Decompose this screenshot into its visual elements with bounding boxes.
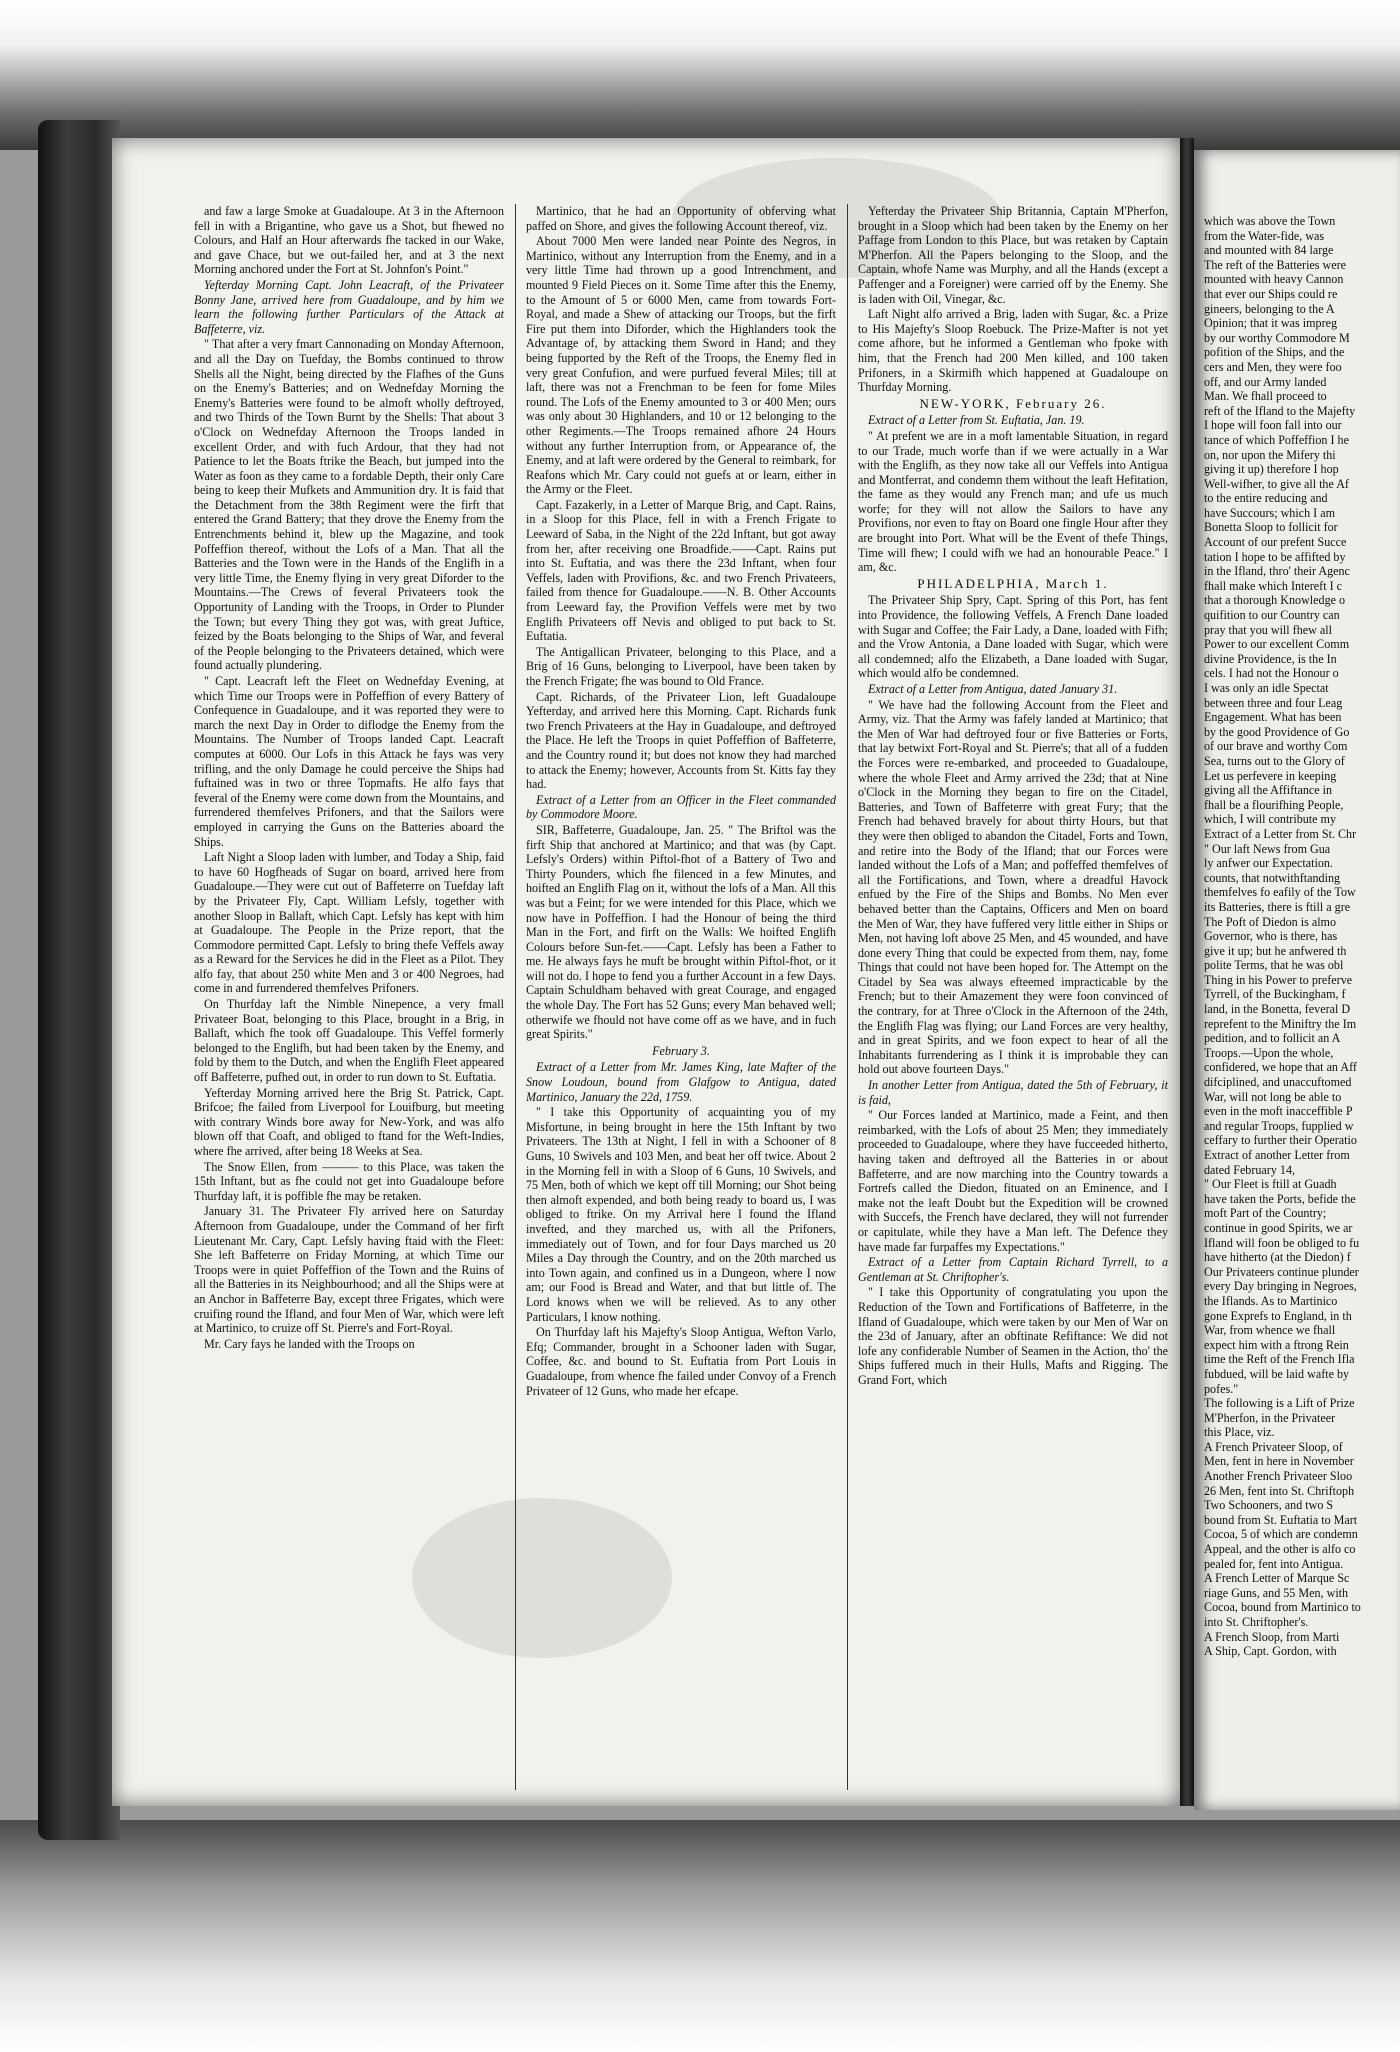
facing-page-line: difciplined, and unaccuftomed	[1204, 1075, 1352, 1090]
article-paragraph: " At prefent we are in a moft lamentable Situation, in regard to our Trade, much worfe than if we were actually in a War with the Englifh, as they now take all our Veffels into Antigua and Montferrat, and condemn them without the leaft Hefitation, the fame as they would any French man; and ufe us much worfe; for they will not allow the Sailors to have any Provifions, nor even to ftay on Board one fingle Hour after they are brought into Port. What will be the Event of thefe Things, Time will fhew; I could wifh we had an honourable Peace." I am, &c.	[858, 428, 1168, 575]
facing-page-line: 26 Men, fent into St. Chriftoph	[1204, 1483, 1355, 1498]
facing-page-line: even in the moft inacceffible P	[1204, 1104, 1353, 1119]
facing-page-line: riage Guns, and 55 Men, with	[1204, 1585, 1349, 1600]
facing-page-line: Another French Privateer Sloo	[1204, 1469, 1353, 1484]
facing-page-line: " Our Fleet is ftill at Guadh	[1204, 1177, 1337, 1192]
scan-bottom-edge	[0, 1820, 1400, 2052]
italic-paragraph: February 3.	[652, 1043, 710, 1058]
facing-page-line: Bonetta Sloop to follicit for	[1204, 520, 1338, 535]
facing-page-line: dated February 14,	[1204, 1162, 1296, 1177]
facing-page-line: tation I hope to be affifted by	[1204, 549, 1346, 564]
column-rule	[847, 204, 848, 1790]
facing-page-line: expect him with a ftrong Rein	[1204, 1337, 1349, 1352]
facing-page-line: and regular Troops, fupplied w	[1204, 1118, 1354, 1133]
facing-page-line: cers and Men, they were foo	[1204, 359, 1342, 374]
facing-page-line: A Ship, Capt. Gordon, with	[1204, 1644, 1337, 1659]
facing-page-line: the Iflands. As to Martinico	[1204, 1293, 1338, 1308]
article-paragraph: The Snow Ellen, from ——— to this Place, was taken the 15th Inftant, but as fhe could not get into Guadaloupe before Thurfday laft, it is poffible fhe may be retaken.	[194, 1159, 504, 1203]
italic-paragraph: Yefterday Morning Capt. John Leacraft, of the Privateer Bonny Jane, arrived here from Guadaloupe, and by him we learn the following further Particulars of the Attack at Baffeterre, viz.	[194, 277, 504, 336]
facing-page-line: give it up; but he anfwered th	[1204, 943, 1347, 958]
facing-page-line: Opinion; that it was impreg	[1204, 316, 1338, 331]
facing-page-line: themfelves fo eafily of the Tow	[1204, 885, 1356, 900]
facing-page-line: to the entire reducing and	[1204, 491, 1328, 506]
facing-page-line: quifition to our Country can	[1204, 608, 1340, 623]
facing-page-line: Our Privateers continue plunder	[1204, 1264, 1359, 1279]
article-paragraph: Yefterday Morning arrived here the Brig St. Patrick, Capt. Brifcoe; fhe failed from Liverpool for Louifburg, but meeting with contrary Winds bore away for New-York, and was alfo blown off that Coaft, and obliged to ftand for the Weft-Indies, where fhe arrived, after being 18 Weeks at Sea.	[194, 1085, 504, 1158]
article-paragraph: SIR, Baffeterre, Guadaloupe, Jan. 25. " The Briftol was the firft Ship that anchored at Martinico; and that was (by Capt. Lefsly's Orders) within Piftol-fhot of a Battery of Two and Thirty Pounders, which fhe filenced in a few Minutes, and hoifted an Englifh Flag on it, without the lofs of a Man. All this was but a Feint; for we were intended for this Place, which we now have in Poffeffion. I had the Honour of being the third Man in the Fort, and firft on the Walls: We hoifted Englifh Colours before Sun-fet.——Capt. Lefsly has been a Father to me. He always fays he muft be brought within Piftol-fhot, or it will not do. I hope to fend you a further Account in a few Days. Captain Schuldham behaved with great Courage, and engaged the whole Day. The Fort has 52 Guns; every Man behaved well; otherwife we fhould not have come off as we have, and in fuch great Spirits."	[526, 822, 836, 1042]
facing-page-line: Power to our excellent Comm	[1204, 637, 1350, 652]
facing-page-line: fhall be a flourifhing People,	[1204, 797, 1344, 812]
facing-page-line: Extract of a Letter from St. Chr	[1204, 826, 1357, 841]
article-paragraph: " We have had the following Account from the Fleet and Army, viz. That the Army was fafely landed at Martinico; that the Men of War had deftroyed four or five Batteries or Forts, that lay betwixt Fort-Royal and St. Pierre's; that all of a fudden the Forces were re-embarked, and proceeded to Guadaloupe, where the whole Fleet and Army arrived the 23d; that at Nine o'Clock in the Morning they began to fire on the Citadel, Batteries, and Town of Baffeterre with great Fury; that the French had behaved bravely for about thirty Hours, but that they were then obliged to abandon the Citadel, Forts and Town, and retire into the Body of the Ifland; that our Forces were landed without the Lofs of a Man; and poffeffed themfelves of all the Fortifications, and Town, where a dreadful Havock enfued by the Fire of the Ships and Bombs. No Men ever behaved better than the Captains, Officers and Men on board the Men of War, they have fuffered very little either in Ships or Men, not having loft above 25 Men, and 45 wounded, and have done every Thing that could be expected from them, nay, fome Things that could not have been hoped for. The Attempt on the Citadel by Sea was always efteemed impracticable by the French; but to their Amazement they were foon convinced of the contrary, for at Three o'Clock in the Afternoon of the 24th, the Englifh Flag was flying; our Land Forces are very healthy, and in great Spirits, and we foon expect to hear of all the Inhabitants furrendering as I think it is improbable they can hold out above fourteen Days."	[858, 697, 1168, 1077]
article-paragraph: " Capt. Leacraft left the Fleet on Wednefday Evening, at which Time our Troops were in Poffeffion of every Battery of Confequence in Guadaloupe, and it was reported they were to march the next Day in Order to diflodge the Enemy from the Mountains. The Number of Troops landed Capt. Leacraft computes at 6000. Our Lofs in this Attack he fays was very trifling, and the only Damage he could perceive the Ships had fuftained was in two or three Topmafts. He alfo fays that feveral of the Enemy were come down from the Mountains, and furrendered themfelves Prifoners, and that the Sailors were employed in carrying the Guns on the Batteries aboard the Ships.	[194, 674, 504, 849]
facing-page-line: mounted with heavy Cannon	[1204, 272, 1344, 287]
facing-page-line: which was above the Town	[1204, 214, 1336, 228]
facing-page-line: by our worthy Commodore M	[1204, 330, 1350, 345]
article-paragraph: " That after a very fmart Cannonading on Monday Afternoon, and all the Day on Tuefday, the Bombs continued to throw Shells all the Night, being directed by the Flafhes of the Guns on the Enemy's Batteries; and on Wednefday Morning the Enemy's Batteries were found to be almoft wholly deftroyed, and two Thirds of the Town Burnt by the Shells: That about 3 o'Clock on Wednefday Afternoon the Troops landed in excellent Order, and with fuch Ardour, that they had not Patience to let the Boats ftrike the Beach, but jumped into the Water as foon as they came to a fordable Depth, their only Care being to keep their Mufkets and Ammunition dry. It is faid that the Detachment from the 38th Regiment were the firft that entered the Grand Battery; that they drove the Enemy from the Entrenchments behind it, blew up the Magazine, and took Poffeffion thereof, without the Lofs of a Man. That all the Batteries and the Town were in the Hands of the Englifh in a very little Time, the Enemy flying in very great Diforder to the Mountains.—The Crews of feveral Privateers took the Opportunity of Landing with the Troops, in Order to Plunder the Town; but every Thing they got was, with great Juftice, feized by the Boats belonging to the Ships of War, and feveral of the People belonging to the Privateers detained, which were found actually plundering.	[194, 337, 504, 673]
facing-page-line: Account of our prefent Succe	[1204, 535, 1347, 550]
italic-paragraph: Extract of a Letter from Antigua, dated January 31.	[868, 682, 1118, 696]
facing-page-line: have Succours; which I am	[1204, 505, 1335, 520]
facing-page-line: pealed for, fent into Antigua.	[1204, 1556, 1344, 1571]
facing-page-line: fubdued, will be laid wafte by	[1204, 1366, 1350, 1381]
article-paragraph: Laft Night a Sloop laden with lumber, and Today a Ship, faid to have 60 Hogfheads of Sugar on board, arrived here from Guadaloupe.—They were cut out of Baffeterre on Tuefday laft by the Privateer Fly, Capt. William Lefsly, together with another Sloop in Ballaft, which Capt. Lefsly has kept with him at Guadaloupe. The People in the Prize report, that the Commodore permitted Capt. Lefsly to bring thefe Veffels away as a Reward for the Services he did in the Fleet as a Pilot. They alfo fay, that about 250 white Men and 3 or 400 Negroes, had come in and furrendered themfelves Prifoners.	[194, 850, 504, 996]
article-paragraph: " I take this Opportunity of congratulating you upon the Reduction of the Town and Fortifications of Baffeterre, in the Ifland of Guadaloupe, which were taken by our Men of War on the 23d of January, after an obftinate Refiftance: We did not lofe any confiderable Number of Seamen in the Action, tho' the Ships fuffered much in their Hulls, Mafts and Rigging. The Grand Fort, which	[858, 1285, 1168, 1387]
facing-page-line: bound from St. Euftatia to Mart	[1204, 1512, 1358, 1527]
facing-page-line: pedition, and to follicit an A	[1204, 1031, 1341, 1046]
facing-page-line: divine Providence, is the In	[1204, 651, 1337, 666]
facing-page-line: continue in good Spirits, we ar	[1204, 1220, 1353, 1235]
facing-page-line: gineers, belonging to the A	[1204, 301, 1335, 316]
article-paragraph: Martinico, that he had an Opportunity of obferving what paffed on Shore, and gives the following Account thereof, viz.	[526, 204, 836, 233]
italic-paragraph: Extract of a Letter from St. Euftatia, Jan. 19.	[868, 413, 1085, 428]
facing-page-line: that ever our Ships could re	[1204, 286, 1338, 301]
facing-page-line: and mounted with 84 large	[1204, 243, 1334, 258]
facing-page-line: on, nor upon the Mifery thi	[1204, 447, 1336, 462]
facing-page-line: Governor, who is there, has	[1204, 929, 1338, 944]
facing-page-line: War, from whence we fhall	[1204, 1323, 1336, 1338]
facing-page-line: M'Pherfon, in the Privateer	[1204, 1410, 1336, 1425]
facing-page-line: fhall make which Intereft I c	[1204, 578, 1343, 593]
article-paragraph: " I take this Opportunity of acquainting you of my Misfortune, in being brought in here the 15th Inftant by two Privateers. The 13th at Night, I fell in with a Schooner of 8 Guns, 10 Swivels and 103 Men, and beat her off twice. About 2 in the Morning fell in with a Sloop of 6 Guns, 10 Swivels, and 75 Men, both of which we kept off till Morning; our Shot being then almoft expended, and both being ready to board us, I was obliged to ftrike. On my Arrival here I found the Ifland invefted, and they marched us, with all the Prifoners, immediately out of Town, and for four Days marched us 20 Miles a Day through the Country, and on the 20th marched us into Town again, and confined us in a Dungeon, where I now am; our Food is Bread and Water, and that but little of. The Lord knows when we will be relieved. As to any other Particulars, I know nothing.	[526, 1105, 836, 1324]
facing-page-line: Men, fent in here in November	[1204, 1454, 1354, 1469]
facing-page-line: of our brave and worthy Com	[1204, 739, 1348, 754]
facing-page	[1194, 150, 1400, 1810]
article-paragraph: The Antigallican Privateer, belonging to this Place, and a Brig of 16 Guns, belonging to Liverpool, have been taken by the French Frigate; fhe was bound to Old France.	[526, 644, 836, 688]
facing-page-line: Let us perfevere in keeping	[1204, 768, 1337, 783]
facing-page-line: by the good Providence of Go	[1204, 724, 1350, 739]
italic-paragraph: Extract of a Letter from Captain Richard Tyrrell, to a Gentleman at St. Chriftopher's.	[858, 1255, 1168, 1284]
facing-page-line: " Our laft News from Gua	[1204, 841, 1331, 856]
facing-page-line: Man. We fhall proceed to	[1204, 389, 1327, 404]
facing-page-column	[1204, 214, 1400, 1794]
facing-page-line: Sea, turns out to the Glory of	[1204, 753, 1345, 768]
book-gutter	[1180, 138, 1194, 1806]
facing-page-line: giving all the Affiftance in	[1204, 783, 1333, 798]
facing-page-line: pofition of the Ships, and the	[1204, 345, 1345, 360]
facing-page-line: pray that you will fhew all	[1204, 622, 1332, 637]
article-paragraph: Yefterday the Privateer Ship Britannia, Captain M'Pherfon, brought in a Sloop which had been taken by the Enemy on her Paffage from London to this Place, but was retaken by Captain M'Pherfon. All the Papers belonging to the Sloop, and the Captain, whofe Name was Murphy, and all the Hands (except a Paffenger and a Foreigner) were carried off by the Enemy. She is laden with Oil, Vinegar, &c.	[858, 204, 1168, 306]
facing-page-line: A French Letter of Marque Sc	[1204, 1571, 1350, 1586]
article-paragraph: " Our Forces landed at Martinico, made a Feint, and then reimbarked, with the Lofs of about 25 Men; they immediately proceeded to Guadaloupe, where they have fucceeded hitherto, having taken and deftroyed all the Batteries in or about Baffeterre, and are now marching into the Country towards a Fortrefs called the Diedon, fituated on an Eminence, and I make not the leaft Doubt but the Expedition will be crowned with Succefs, the French have declared, they will not furrender or capitulate, while they have a Man left. The Defence they have made far furpaffes my Expectations."	[858, 1108, 1168, 1254]
article-paragraph: Laft Night alfo arrived a Brig, laden with Sugar, &c. a Prize to His Majefty's Sloop Roebuck. The Prize-Mafter is not yet come afhore, but he informed a Gentleman who fpoke with him, that the French had 200 Men killed, and 100 taken Prifoners, in a Skirmifh which happened at Guadaloupe on Thurfday Morning.	[858, 307, 1168, 395]
facing-page-line: Ifland will foon be obliged to fu	[1204, 1235, 1360, 1250]
facing-page-line: land, in the Bonetta, feveral D	[1204, 1002, 1351, 1017]
facing-page-line: counts, that notwithftanding	[1204, 870, 1341, 885]
facing-page-line: I was only an idle Spectat	[1204, 681, 1329, 695]
facing-page-line: cels. I had not the Honour o	[1204, 666, 1339, 681]
facing-page-line: polite Terms, that he was obl	[1204, 958, 1344, 973]
italic-paragraph: Extract of a Letter from Mr. James King, late Mafter of the Snow Loudoun, bound from Glafgow to Antigua, dated Martinico, January the 22d, 1759.	[526, 1060, 836, 1104]
facing-page-line: have taken the Ports, befide the	[1204, 1191, 1356, 1206]
facing-page-line: this Place, viz.	[1204, 1425, 1275, 1440]
facing-page-line: Cocoa, bound from Martinico to	[1204, 1600, 1361, 1615]
article-paragraph: The Privateer Ship Spry, Capt. Spring of this Port, has fent into Providence, the following Veffels, A French Dane loaded with Sugar and Coffee; the Fair Lady, a Dane, loaded with Fifh; and the Vrow Antonia, a Dane loaded with Sugar, which were all condemned; alfo the Elizabeth, a Dane loaded with Sugar, which would alfo be condemned.	[858, 593, 1168, 681]
article-paragraph: On Thurfday laft the Nimble Ninepence, a very fmall Privateer Boat, belonging to this Place, brought in a Brig, in Ballaft, which fhe took off Guadaloupe. This Veffel formerly belonged to the Englifh, but had been taken by the Enemy, and fold by them to the Dutch, and when the Englifh Fleet appeared off Baffeterre, pufhed out, in order to run down to St. Euftatia.	[194, 997, 504, 1085]
facing-page-line: War, will not long be able to	[1204, 1089, 1342, 1104]
facing-page-line: A French Privateer Sloop, of	[1204, 1439, 1343, 1454]
facing-page-line: between three and four Leag	[1204, 695, 1343, 710]
facing-page-line: which, I will contribute my	[1204, 812, 1336, 827]
facing-page-line: giving it up) therefore I hop	[1204, 462, 1339, 477]
facing-page-line: in the Ifland, thro' their Agenc	[1204, 564, 1350, 579]
article-paragraph: About 7000 Men were landed near Pointe des Negros, in Martinico, without any Interruption from the Enemy, and in a very little Time had thrown up a good Intrenchment, and mounted 9 Field Pieces on it. Some Time after this the Enemy, to the Amount of 5 or 6000 Men, came from towards Fort-Royal, and made a Shew of attacking our Troops, but the firft Fire put them into Diforder, which the Highlanders took the Advantage of, by attacking them Sword in Hand; and they being fupported by the Reft of the Troops, the Enemy fled in very great Confufion, and were purfued feveral Miles; till at laft, there was not a Frenchman to be feen for fome Miles round. The Lofs of the Enemy amounted to 3 or 400 Men; ours was only about 30 Highlanders, and 10 or 12 belonging to the other Regiments.—The Troops remained afhore 24 Hours without any further Interruption from, or Appearance of, the Enemy, and at laft were ordered by the General to reimbark, for Reafons which Mr. Cary could not guefs at or learn, either in the Army or the Fleet.	[526, 234, 836, 497]
facing-page-line: moft Part of the Country;	[1204, 1206, 1327, 1221]
facing-page-line: Extract of another Letter from	[1204, 1148, 1350, 1162]
column-rule	[515, 204, 516, 1790]
article-paragraph: Capt. Richards, of the Privateer Lion, left Guadaloupe Yefterday, and arrived here this Morning. Capt. Richards funk two French Privateers at the Hay in Guadaloupe, and deftroyed the Place. He left the Troops in quiet Poffeffion of Baffeterre, and the Country round it; but does not know they had marched to attack the Enemy; however, Accounts from St. Kitts fay they had.	[526, 689, 836, 792]
column-2	[526, 204, 836, 1790]
book-spine-edge	[38, 120, 120, 1840]
italic-paragraph: Extract of a Letter from an Officer in the Fleet commanded by Commodore Moore.	[526, 792, 836, 822]
facing-page-line: into St. Chriftopher's.	[1204, 1615, 1309, 1629]
facing-page-line: gone Exprefs to England, in th	[1204, 1308, 1352, 1323]
article-paragraph: Capt. Fazakerly, in a Letter of Marque Brig, and Capt. Rains, in a Sloop for this Place, fell in with a French Frigate to Leeward of Saba, in the Night of the 22d Inftant, but got away from her, after receiving one Broadfide.——Capt. Rains put into St. Euftatia, and was there the 23d Inftant, when four Veffels, laden with Provifions, &c. and two French Privateers, failed from thence for Guadaloupe.——N. B. Other Accounts from Leeward fay, the Provifion Veffels were met by two Englifh Privateers off Nevis and obliged to put back to St. Euftatia.	[526, 497, 836, 644]
facing-page-line: Engagement. What has been	[1204, 710, 1342, 725]
facing-page-line: tance of which Poffeffion I he	[1204, 432, 1349, 447]
facing-page-line: pofes."	[1204, 1381, 1239, 1396]
facing-page-line: The reft of the Batteries were	[1204, 257, 1347, 272]
scan-top-edge	[0, 0, 1400, 150]
facing-page-line: A French Sloop, from Marti	[1204, 1629, 1340, 1644]
facing-page-line: ceffary to further their Operatio	[1204, 1133, 1357, 1148]
column-3	[858, 204, 1168, 1790]
dateline-heading: NEW-YORK, February 26.	[919, 395, 1107, 411]
italic-paragraph: In another Letter from Antigua, dated the 5th of February, it is faid,	[858, 1078, 1168, 1107]
article-paragraph: and faw a large Smoke at Guadaloupe. At 3 in the Afternoon fell in with a Brigantine, who gave us a Shot, but fhewed no Colours, and Half an Hour afterwards fhe tacked in our Wake, and gave Chace, but we out-failed her, and at 3 the next Morning anchored under the Fort at St. Johnfon's Point."	[194, 204, 504, 277]
facing-page-line: The following is a Lift of Prize	[1204, 1396, 1355, 1411]
facing-page-line: have hitherto (at the Diedon) f	[1204, 1250, 1351, 1265]
facing-page-line: I hope will foon fall into our	[1204, 418, 1342, 433]
facing-page-line: confidered, we hope that an Aff	[1204, 1060, 1357, 1075]
facing-page-line: Troops.—Upon the whole,	[1204, 1045, 1334, 1060]
facing-page-line: time the Reft of the French Ifla	[1204, 1352, 1355, 1367]
dateline-heading: PHILADELPHIA, March 1.	[917, 575, 1109, 591]
facing-page-line: off, and our Army landed	[1204, 374, 1327, 389]
facing-page-line: Two Schooners, and two S	[1204, 1498, 1334, 1513]
facing-page-line: Thing in his Power to preferve	[1204, 972, 1353, 987]
facing-page-line: ly anfwer our Expectation.	[1204, 856, 1333, 871]
facing-page-line: The Poft of Diedon is almo	[1204, 914, 1337, 929]
facing-page-line: its Batteries, there is ftill a gre	[1204, 899, 1351, 914]
facing-page-line: reft of the Ifland to the Majefty	[1204, 403, 1356, 418]
column-1	[194, 204, 504, 1790]
article-paragraph: January 31. The Privateer Fly arrived here on Saturday Afternoon from Guadaloupe, under the Command of her firft Lieutenant Mr. Cary, Capt. Lefsly having ftaid with the Fleet: She left Baffeterre on Friday Morning, at which Time our Troops were in quiet Poffeffion of the Town and the Ruins of all the Batteries in its Neighbourhood; and all the Ships were at an Anchor in Baffeterre Bay, except three Frigates, which were cruifing round the Ifland, and four Men of War, which were left at Martinico, to cruize off St. Pierre's and Fort-Royal.	[194, 1204, 504, 1336]
facing-page-line: every Day bringing in Negroes,	[1204, 1279, 1357, 1294]
article-paragraph: On Thurfday laft his Majefty's Sloop Antigua, Wefton Varlo, Efq; Commander, brought in a Schooner laden with Sugar, Coffee, &c. and bound to St. Euftatia from Port Louis in Guadaloupe, from whence fhe failed under Convoy of a French Privateer of 12 Guns, who made her efcape.	[526, 1325, 836, 1398]
newspaper-page	[112, 138, 1180, 1806]
article-paragraph: Mr. Cary fays he landed with the Troops on	[204, 1336, 415, 1351]
facing-page-line: Well-wifher, to give all the Af	[1204, 476, 1349, 491]
facing-page-line: that a thorough Knowledge o	[1204, 593, 1346, 608]
facing-page-line: reprefent to the Miniftry the Im	[1204, 1016, 1357, 1031]
facing-page-line: Tyrrell, of the Buckingham, f	[1204, 987, 1346, 1002]
facing-page-line: Cocoa, 5 of which are condemn	[1204, 1527, 1358, 1542]
facing-page-line: from the Water-fide, was	[1204, 228, 1325, 243]
facing-page-line: Appeal, and the other is alfo co	[1204, 1542, 1356, 1557]
